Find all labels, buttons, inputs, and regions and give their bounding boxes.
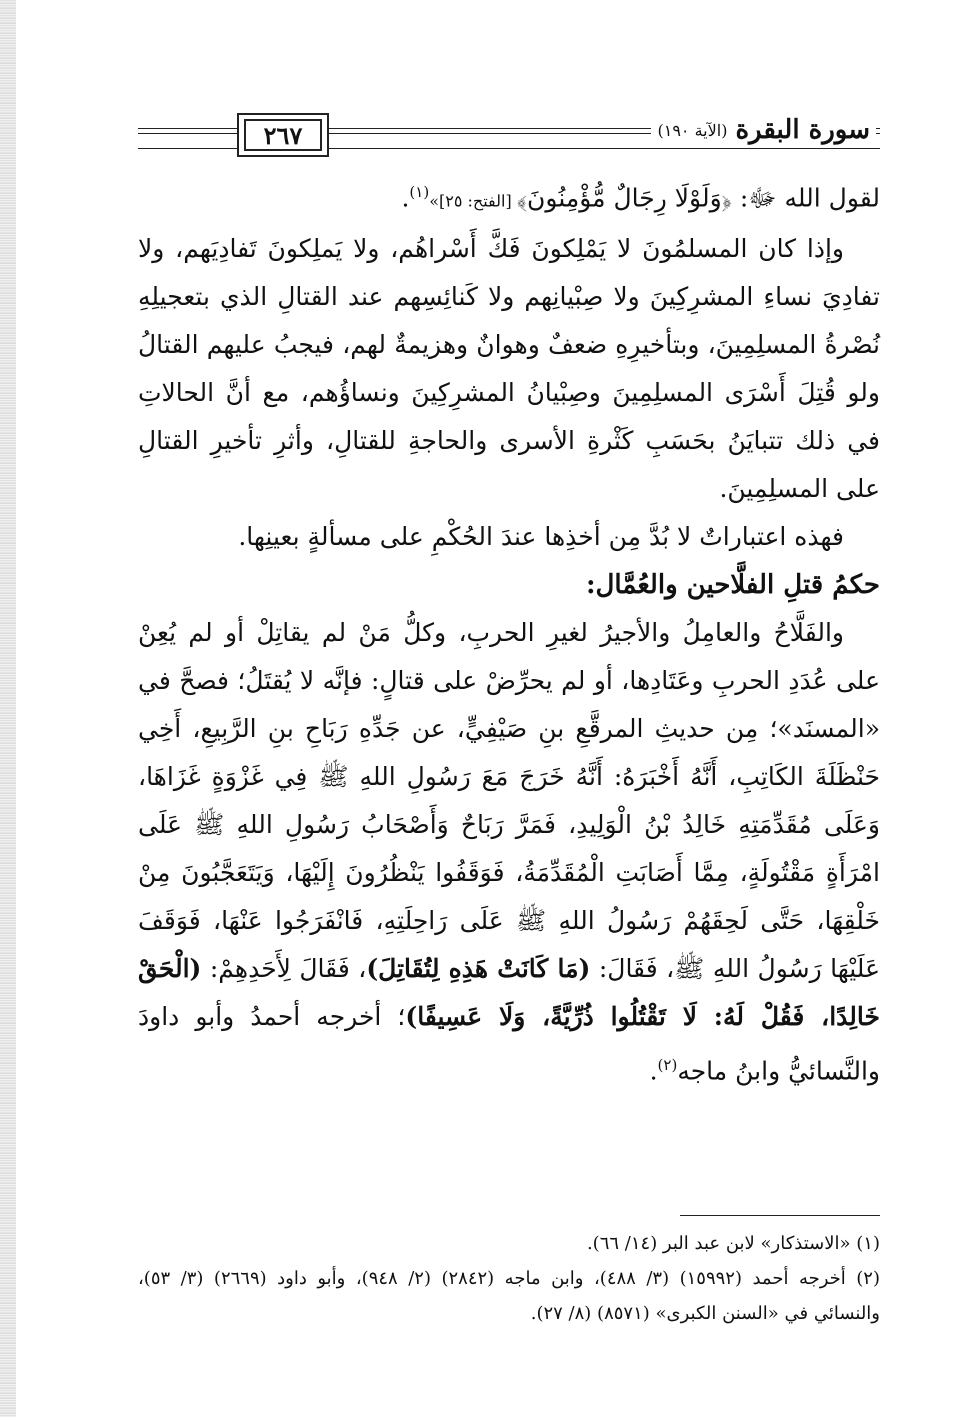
page-number-frame [178,112,388,158]
paragraph-3-end: . [649,1056,658,1086]
opening-line-end: . [401,183,410,213]
footnote-marker-1: (١) [409,183,430,201]
hadith-quote-2: (الْحَقْ خَالِدًا، فَقُلْ لَهُ: لَا تَقْتُلُوا ذُرِّيَّةً، وَلَا عَسِيفًا) [138,954,880,1032]
page-header [138,112,880,158]
hadith-quote-1: (مَا كَانَتْ هَذِهِ لِتُقَاتِلَ) [366,954,591,984]
paragraph-3-continued: ، فَقَالَ لِأَحَدِهِمْ: [201,954,367,984]
footnote-2: (٢) أخرجه أحمد (١٥٩٩٢) (٣/ ٤٨٨)، وابن ماجه (٢٨٤٢) (٢/ ٩٤٨)، وأبو داود (٢٦٦٩) (٣/ ٥٣)، والنسائي في «السنن الكبرى» (٨٥٧١) (٨/ ٢٧). [138,1268,880,1324]
page-number: ٢٦٧ [244,119,322,151]
paragraph-2: فهذه اعتباراتٌ لا بُدَّ مِن أخذِها عندَ الحُكْمِ على مسألةٍ بعينِها. [238,522,844,552]
opening-line [138,168,880,225]
paragraph-1: وإذا كان المسلمُونَ لا يَمْلِكونَ فَكَّ أَسْراهُم، ولا يَملِكونَ تَفادِيَهم، ولا تفادِيَ نساءِ المشرِكِينَ ولا صِبْيانِهم ولا كَنائِسِهم عند القتالِ الذي بتعجيلِهِ نُصْرةُ المسلِمِينَ، وبتأخيرِهِ ضعفٌ وهوانٌ وهزيمةٌ لهم، فيجبُ عليهم القتالُ ولو قُتِلَ أَسْرَى المسلِمِينَ وصِبْيانُ المشرِكِينَ ونساؤُهم، مع أنَّ الحالاتِ في ذلك تتبايَنُ بحَسَبِ كَثْرةِ الأسرى والحاجةِ للقتالِ، وأثرِ تأخيرِ القتالِ على المسلِمِينَ. [138,234,880,504]
quran-reference: [الفتح: ٢٥]» [429,191,517,211]
opening-text: لقول الله ﷻ: [731,183,880,213]
section-heading: حكمُ قتلِ الفلَّاحين والعُمَّال: [585,570,880,601]
footnotes [138,1226,880,1331]
quran-quote: ﴿وَلَوْلَا رِجَالٌ مُّؤْمِنُونَ﴾ [516,183,732,213]
footnote-separator [680,1215,880,1216]
paragraph-3 [138,609,880,1095]
ayah-label: (الآية ١٩٠) [657,120,728,140]
footnote-marker-2: (٢) [657,1056,678,1075]
paragraph-3-text: والفَلَّاحُ والعامِلُ والأجيرُ لغيرِ الحربِ، وكلُّ مَنْ لم يقاتِلْ أو لم يُعِنْ على عُدَدِ الحربِ وعَتَادِها، أو لم يحرِّضْ على قتالٍ: فإنَّه لا يُقتَلُ؛ فصحَّ في «المسنَد»؛ مِن حديثِ المرقَّعِ بنِ صَيْفِيٍّ، عن جَدِّهِ رَبَاحِ بنِ الرَّبِيعِ، أَخِي حَنْظَلَةَ الكَاتِبِ، أَنَّهُ أَخْبَرَهُ: أَنَّهُ خَرَجَ مَعَ رَسُولِ اللهِ ﷺ فِي غَزْوَةٍ غَزَاهَا، وَعَلَى مُقَدِّمَتِهِ خَالِدُ بْنُ الْوَلِيدِ، فَمَرَّ رَبَاحٌ وَأَصْحَابُ رَسُولِ اللهِ ﷺ عَلَى امْرَأَةٍ مَقْتُولَةٍ، مِمَّا أَصَابَتِ الْمُقَدِّمَةُ، فَوَقَفُوا يَنْظُرُونَ إِلَيْهَا، وَيَتَعَجَّبُونَ مِنْ خَلْقِهَا، حَتَّى لَحِقَهُمْ رَسُولُ اللهِ ﷺ عَلَى رَاحِلَتِهِ، فَانْفَرَجُوا عَنْهَا، فَوَقَفَ عَلَيْهَا رَسُولُ اللهِ ﷺ، فَقَالَ: [138,618,881,984]
scan-binding-edge [0,0,16,1417]
running-head [651,114,876,146]
footnote-1: (١) «الاستذكار» لابن عبد البر (١٤/ ٦٦). [586,1233,880,1254]
page-number-outer-border [237,113,329,157]
main-text [138,168,880,1096]
paragraph-3-ending: ؛ أخرجه أحمدُ وأبو داودَ والنَّسائيُّ وابنُ ماجه [138,1002,880,1086]
surah-name: سورة البقرة [735,115,870,145]
